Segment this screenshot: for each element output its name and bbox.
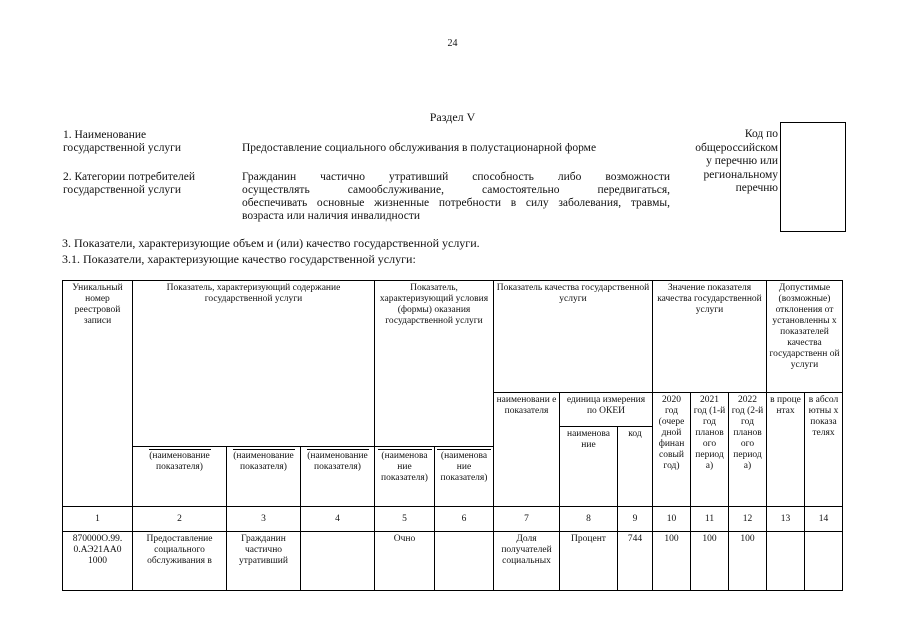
header-unit-name: наименова ние [560,427,618,507]
header-measure-unit: единица измерения по ОКЕИ [560,393,653,427]
consumers-value-line1: Гражданин частично утративший способность либо возможности [242,171,670,183]
header-year-2022: 2022 год (2-й год планов ого период а) [729,393,767,507]
code-label-line1: Код по [744,128,778,140]
code-label-line4: региональному [703,168,778,181]
cell-conditions-2 [435,532,494,591]
column-number: 3 [227,507,301,532]
cell-indicator-name: Доля получателей социальных [494,532,560,591]
header-year-2020: 2020 год (очере дной финан совый год) [653,393,691,507]
code-label-line5: перечню [735,182,778,195]
consumers-value [242,171,670,223]
page-number: 24 [447,38,458,49]
section-title: Раздел V [429,110,476,124]
cell-content-1: Предоставление социального обслуживания в [133,532,227,591]
cell-unique-number: 870000О.99. 0.АЭ21АА0 1000 [63,532,133,591]
consumers-label-line2: государственной услуги [63,184,182,196]
service-name-value: Предоставление социального обслуживания в полустационарной форме [242,142,597,154]
column-number: 9 [618,507,653,532]
column-numbers-row [63,507,843,532]
cell-deviation-absolute [805,532,843,591]
code-label-line3: у перечню или [706,155,778,168]
cell-value-2022: 100 [729,532,767,591]
code-box [780,122,846,232]
column-number: 12 [729,507,767,532]
service-name-label [63,129,181,155]
indicators-heading: 3. Показатели, характеризующие объем и (или) качество государственной услуги. [62,236,480,250]
table-row [63,532,843,591]
column-number: 11 [691,507,729,532]
quality-heading: 3.1. Показатели, характеризующие качество государственной услуги: [62,252,416,266]
column-number: 10 [653,507,691,532]
header-allowed-deviation: Допустимые (возможные) отклонения от установленны х показателей качества государственн ой услуги [767,281,843,393]
cell-content-3 [301,532,375,591]
placeholder-content-2: (наименование показателя) [227,447,301,507]
column-number: 2 [133,507,227,532]
column-number: 8 [560,507,618,532]
header-conditions-indicator: Показатель, характеризующий условия (формы) оказания государственной услуги [375,281,494,447]
code-label-line2: общероссийском [695,141,778,154]
consumers-value-line2: осуществлять самообслуживание, самостоятельно передвигаться, [242,184,670,196]
header-deviation-absolute: в абсол ютны х показа телях [805,393,843,507]
cell-conditions-1: Очно [375,532,435,591]
placeholder-content-3: (наименование показателя) [301,447,375,507]
header-indicator-value: Значение показателя качества государственной услуги [653,281,767,393]
cell-unit-code: 744 [618,532,653,591]
cell-content-2: Гражданин частично утративший [227,532,301,591]
placeholder-conditions-2: (наименова ние показателя) [435,447,494,507]
cell-value-2020: 100 [653,532,691,591]
header-quality-indicator: Показатель качества государственной услуги [494,281,653,393]
header-indicator-name: наименовани е показателя [494,393,560,507]
header-year-2021: 2021 год (1-й год планов ого период а) [691,393,729,507]
header-deviation-percent: в проце нтах [767,393,805,507]
column-number: 13 [767,507,805,532]
cell-value-2021: 100 [691,532,729,591]
column-number: 4 [301,507,375,532]
consumers-value-line4: возраста или наличия инвалидности [242,210,421,222]
column-number: 1 [63,507,133,532]
header-content-indicator: Показатель, характеризующий содержание государственной услуги [133,281,375,447]
cell-unit-name: Процент [560,532,618,591]
placeholder-conditions-1: (наименова ние показателя) [375,447,435,507]
column-number: 6 [435,507,494,532]
consumers-value-line3: обеспечивать основные жизненные потребности в силу заболевания, травмы, [242,197,670,209]
service-name-label-line1: 1. Наименование [63,129,147,141]
column-number: 7 [494,507,560,532]
code-label [678,128,778,196]
quality-indicators-table [62,280,843,591]
placeholder-content-1: (наименование показателя) [133,447,227,507]
cell-deviation-percent [767,532,805,591]
consumers-label-line1: 2. Категории потребителей [63,171,195,183]
column-number: 14 [805,507,843,532]
service-name-label-line2: государственной услуги [63,142,182,154]
header-unit-code: код [618,427,653,507]
header-unique-number: Уникальный номер реестровой записи [63,281,133,507]
consumers-label [63,171,195,197]
column-number: 5 [375,507,435,532]
